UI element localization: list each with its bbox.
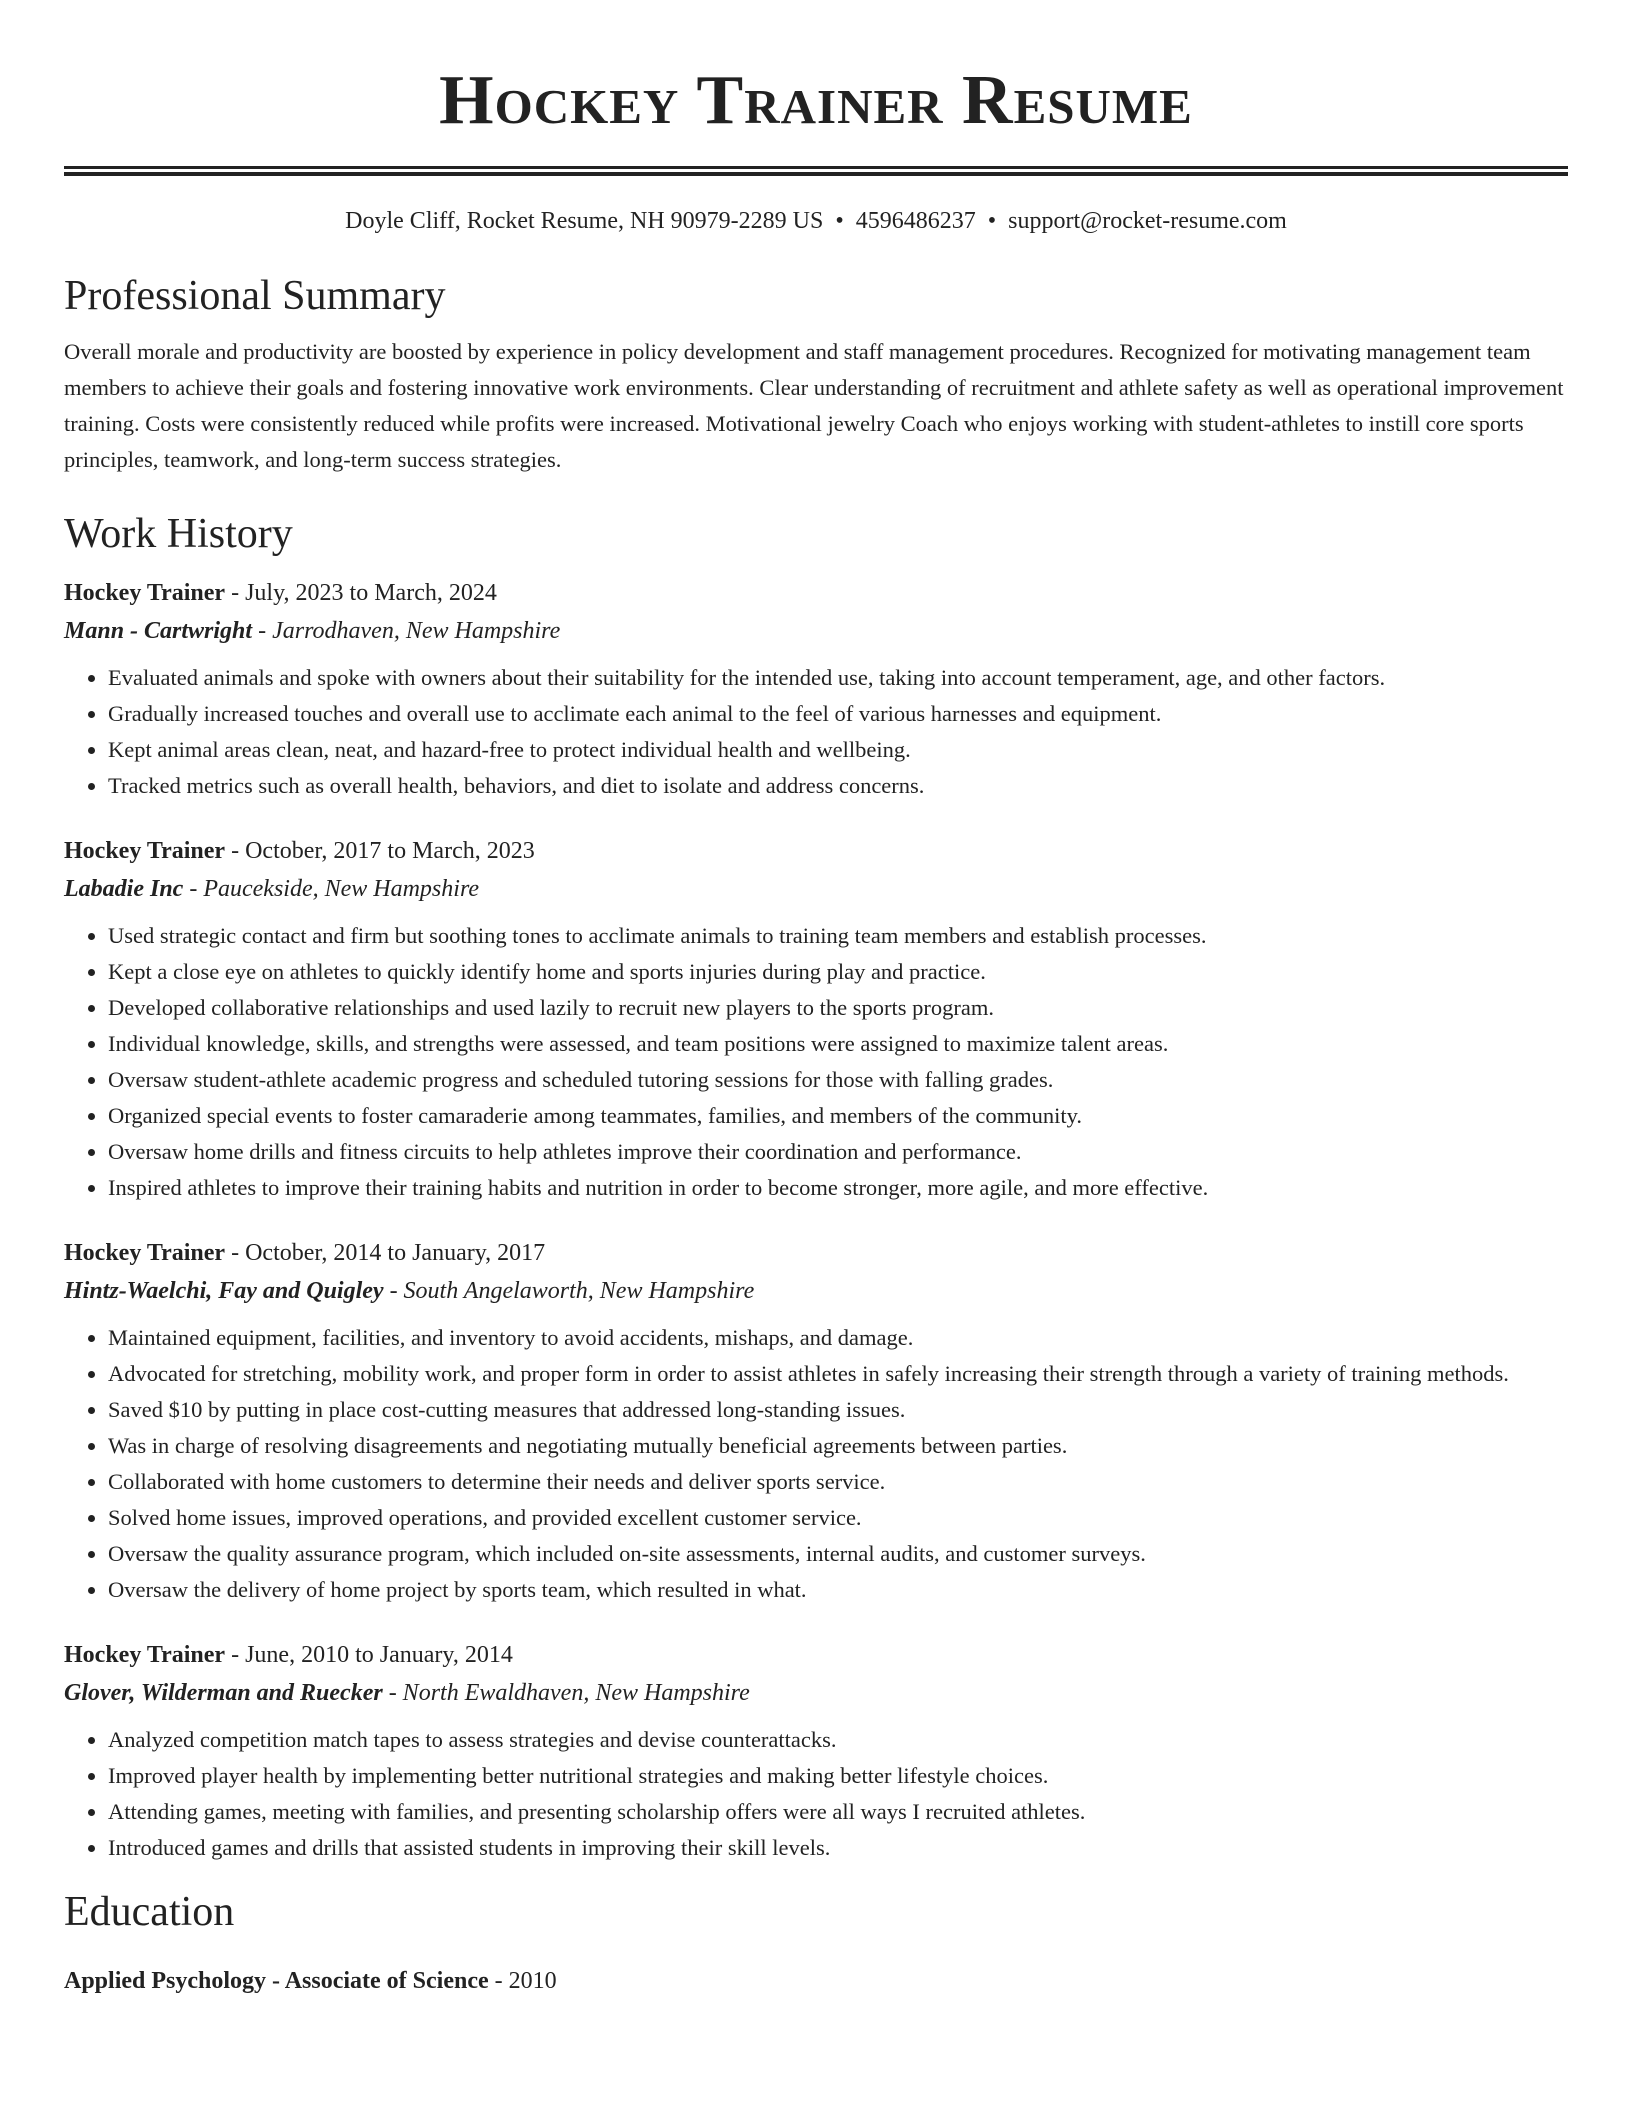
job-bullets <box>64 918 1568 1206</box>
job-title-line <box>64 832 1568 870</box>
job-bullet: • Attending games, meeting with families, and presenting scholarship offers were all ways I recruited athletes. <box>108 1794 1568 1830</box>
contact-line <box>64 204 1568 238</box>
job-bullet: • Oversaw the delivery of home project by sports team, which resulted in what. <box>108 1572 1568 1608</box>
company-location: - South Angelaworth, New Hampshire <box>383 1278 755 1304</box>
job-bullet: • Improved player health by implementing better nutritional strategies and making better lifestyle choices. <box>108 1758 1568 1794</box>
job-dates: - July, 2023 to March, 2024 <box>225 580 497 606</box>
education-year: - 2010 <box>488 1968 557 1994</box>
company-line <box>64 1272 1568 1310</box>
job-bullet: • Developed collaborative relationships and used lazily to recruit new players to the sports program. <box>108 990 1568 1026</box>
job-bullet: • Was in charge of resolving disagreements and negotiating mutually beneficial agreements between parties. <box>108 1428 1568 1464</box>
contact-separator: • <box>987 208 997 234</box>
title-divider <box>64 166 1568 176</box>
job-bullet: • Organized special events to foster camaraderie among teammates, families, and members of the community. <box>108 1098 1568 1134</box>
job-bullets <box>64 1722 1568 1866</box>
contact-phone: 4596486237 <box>855 208 976 234</box>
contact-address: Doyle Cliff, Rocket Resume, NH 90979-2289 US <box>345 208 824 234</box>
job-bullet: • Oversaw student-athlete academic progress and scheduled tutoring sessions for those with falling grades. <box>108 1062 1568 1098</box>
job-bullet: • Used strategic contact and firm but soothing tones to acclimate animals to training team members and establish processes. <box>108 918 1568 954</box>
company-location: - North Ewaldhaven, New Hampshire <box>382 1680 750 1706</box>
company-location: - Jarrodhaven, New Hampshire <box>252 618 561 644</box>
company-name: Glover, Wilderman and Ruecker <box>64 1680 383 1706</box>
company-name: Hintz-Waelchi, Fay and Quigley <box>64 1278 384 1304</box>
job-bullet: • Individual knowledge, skills, and strengths were assessed, and team positions were assigned to maximize talent areas. <box>108 1026 1568 1062</box>
job-title: Hockey Trainer <box>64 1642 226 1668</box>
job-title: Hockey Trainer <box>64 1240 226 1266</box>
summary-text: Overall morale and productivity are boosted by experience in policy development and staff management procedures. Recognized for motivating management team members to achieve their goals and fostering innovative work environments. Clear understanding of recruitment and athlete safety as well as operational improvement training. Costs were consistently reduced while profits were increased. Motivational jewelry Coach who enjoys working with student-athletes to instill core sports principles, teamwork, and long-term success strategies. <box>64 339 1564 472</box>
job-bullet: • Gradually increased touches and overall use to acclimate each animal to the feel of various harnesses and equipment. <box>108 696 1568 732</box>
company-line <box>64 1674 1568 1712</box>
job-bullet: • Maintained equipment, facilities, and inventory to avoid accidents, mishaps, and damage. <box>108 1320 1568 1356</box>
job-dates: - October, 2014 to January, 2017 <box>225 1240 546 1266</box>
job-bullet: • Oversaw home drills and fitness circuits to help athletes improve their coordination and performance. <box>108 1134 1568 1170</box>
education-entry <box>64 1962 1568 2000</box>
job-bullet: • Collaborated with home customers to determine their needs and deliver sports service. <box>108 1464 1568 1500</box>
job-bullets <box>64 1320 1568 1608</box>
resume-title: Hockey Trainer Resume <box>439 62 1193 139</box>
job-bullet: • Tracked metrics such as overall health, behaviors, and diet to isolate and address concerns. <box>108 768 1568 804</box>
job-title-line <box>64 1636 1568 1674</box>
job-entry <box>64 832 1568 1206</box>
education-heading: Education <box>64 1889 235 1935</box>
company-location: - Paucekside, New Hampshire <box>183 876 480 902</box>
company-name: Labadie Inc <box>64 876 184 902</box>
job-bullet: • Analyzed competition match tapes to assess strategies and devise counterattacks. <box>108 1722 1568 1758</box>
job-bullet: • Oversaw the quality assurance program, which included on-site assessments, internal audits, and customer surveys. <box>108 1536 1568 1572</box>
job-entry <box>64 1636 1568 1866</box>
job-bullet: • Inspired athletes to improve their training habits and nutrition in order to become stronger, more agile, and more effective. <box>108 1170 1568 1206</box>
job-dates: - October, 2017 to March, 2023 <box>225 838 535 864</box>
contact-separator: • <box>835 208 844 234</box>
job-bullet: • Kept a close eye on athletes to quickly identify home and sports injuries during play and practice. <box>108 954 1568 990</box>
job-title-line <box>64 1234 1568 1272</box>
job-bullet: • Introduced games and drills that assisted students in improving their skill levels. <box>108 1830 1568 1866</box>
company-name: Mann - Cartwright <box>64 618 253 644</box>
job-bullets <box>64 660 1568 804</box>
summary-heading: Professional Summary <box>64 273 446 319</box>
contact-email: support@rocket-resume.com <box>1008 208 1287 234</box>
job-title-line <box>64 574 1568 612</box>
job-bullet: • Advocated for stretching, mobility work, and proper form in order to assist athletes in safely increasing their strength through a variety of training methods. <box>108 1356 1568 1392</box>
job-bullet: • Evaluated animals and spoke with owners about their suitability for the intended use, taking into account temperament, age, and other factors. <box>108 660 1568 696</box>
job-title: Hockey Trainer <box>64 580 226 606</box>
job-entry <box>64 574 1568 804</box>
job-dates: - June, 2010 to January, 2014 <box>225 1642 513 1668</box>
company-line <box>64 870 1568 908</box>
job-bullet: • Kept animal areas clean, neat, and hazard-free to protect individual health and wellbeing. <box>108 732 1568 768</box>
job-bullet: • Solved home issues, improved operations, and provided excellent customer service. <box>108 1500 1568 1536</box>
company-line <box>64 612 1568 650</box>
job-entry <box>64 1234 1568 1608</box>
education-degree: Applied Psychology - Associate of Science <box>64 1968 489 1994</box>
job-bullet: • Saved $10 by putting in place cost-cutting measures that addressed long-standing issues. <box>108 1392 1568 1428</box>
job-title: Hockey Trainer <box>64 838 226 864</box>
work-history-heading: Work History <box>64 511 293 557</box>
